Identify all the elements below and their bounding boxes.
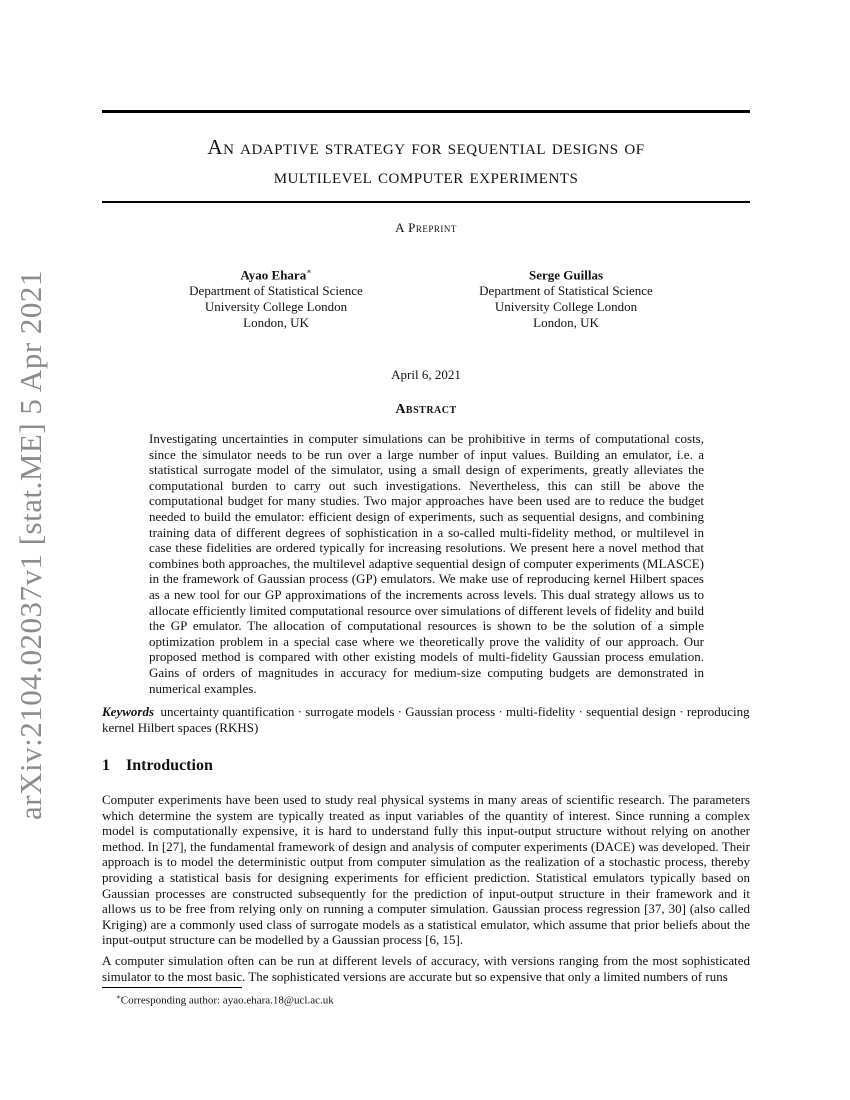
keywords [102, 704, 750, 735]
arxiv-identifier-stamp: arXiv:2104.02037v1 [stat.ME] 5 Apr 2021 [13, 270, 48, 820]
title-line-2: multilevel computer experiments [273, 164, 579, 188]
section-heading [102, 757, 213, 775]
author-department: Department of Statistical Science [479, 283, 653, 299]
title-line-1: An adaptive strategy for sequential designs of [207, 135, 645, 159]
author-name-text: Serge Guillas [528, 267, 604, 283]
author-name [446, 264, 686, 283]
author-location: London, UK [533, 315, 599, 331]
paper-title [102, 133, 750, 191]
title-bottom-rule [102, 201, 750, 203]
author-name-text: Ayao Ehara [240, 267, 307, 283]
author-block-1 [156, 264, 396, 331]
footnote-mark: ∗ [116, 993, 121, 1001]
author-name [156, 264, 396, 283]
abstract-text: Investigating uncertainties in computer simulations can be prohibitive in terms of computational costs, since the simulator needs to be run over a large number of input values. Building an emulator, i.e. a statistical surrogate model of the simulator, using a small design of experiments, greatly alleviates the computational burden to carry out such investigations. Nevertheless, this can still be above the computational budget for many studies. Two major approaches have been used are to reduce the budget needed to build the emulator: efficient design of experiments, such as sequential designs, and combining training data of different degrees of sophistication in a so-called multi-fidelity method, or multilevel in case these fidelities are ordered typically for increasing resolutions. We present here a novel method that combines both approaches, the multilevel adaptive sequential design of computer experiments (MLASCE) in the framework of Gaussian process (GP) emulators. We make use of reproducing kernel Hilbert spaces as a new tool for our GP approximations of the increments across levels. This dual strategy allows us to allocate efficiently limited computational resource over simulations of different levels of fidelity and build the GP emulator. The allocation of computational resources is shown to be the solution of a simple optimization problem in a special case where we theoretically prove the validity of our approach. Our proposed method is compared with other existing models of multi-fidelity Gaussian process emulation. Gains of orders of magnitudes in accuracy for medium-size computing budgets are demonstrated in numerical examples. [149, 431, 704, 696]
intro-paragraph-1: Computer experiments have been used to study real physical systems in many areas of scientific research. The parameters which determine the system are typically treated as input variables of the quantity of interest. Since running a complex model is computationally expensive, it is hard to understand fully this input-output structure without relying on another method. In [27], the fundamental framework of design and analysis of computer experiments (DACE) was developed. Their approach is to model the deterministic output from computer simulation as the realization of a stochastic process, thereby providing a statistical basis for designing experiments for efficient prediction. Statistical emulators typically based on Gaussian processes are constructed subsequently for the prediction of input-output structure in their framework and it allows us to be free from relying only on running a computer simulation. Gaussian process regression [37, 30] (also called Kriging) are a commonly used class of surrogate models as a statistical emulator, which assume that prior beliefs about the input-output structure can be modelled by a Gaussian process [6, 15]. [102, 792, 750, 948]
publication-date: April 6, 2021 [391, 367, 461, 382]
footnote-rule [102, 987, 242, 988]
intro-paragraph-2: A computer simulation often can be run at different levels of accuracy, with versions ranging from the most sophisticated simulator to the most basic. The sophisticated versions are accurate but so expensive that only a limited numbers of runs [102, 953, 750, 984]
keywords-text: uncertainty quantification · surrogate models · Gaussian process · multi-fidelity · sequential design · reproducing kernel Hilbert spaces (RKHS) [102, 704, 750, 735]
author-institution: University College London [494, 299, 638, 315]
keywords-label: Keywords [102, 704, 154, 719]
footnote-text: Corresponding author: ayao.ehara.18@ucl.ac.uk [120, 994, 334, 1007]
preprint-label: A Preprint [395, 220, 457, 235]
author-department: Department of Statistical Science [189, 283, 363, 299]
author-block-2 [446, 264, 686, 331]
author-location: London, UK [243, 315, 309, 331]
author-institution: University College London [204, 299, 348, 315]
author-footnote-mark: ∗ [306, 267, 312, 276]
section-title: Introduction [126, 757, 213, 774]
title-top-rule [102, 110, 750, 113]
abstract-heading: Abstract [395, 402, 457, 417]
section-number: 1 [102, 757, 110, 774]
footnote [116, 990, 334, 1008]
